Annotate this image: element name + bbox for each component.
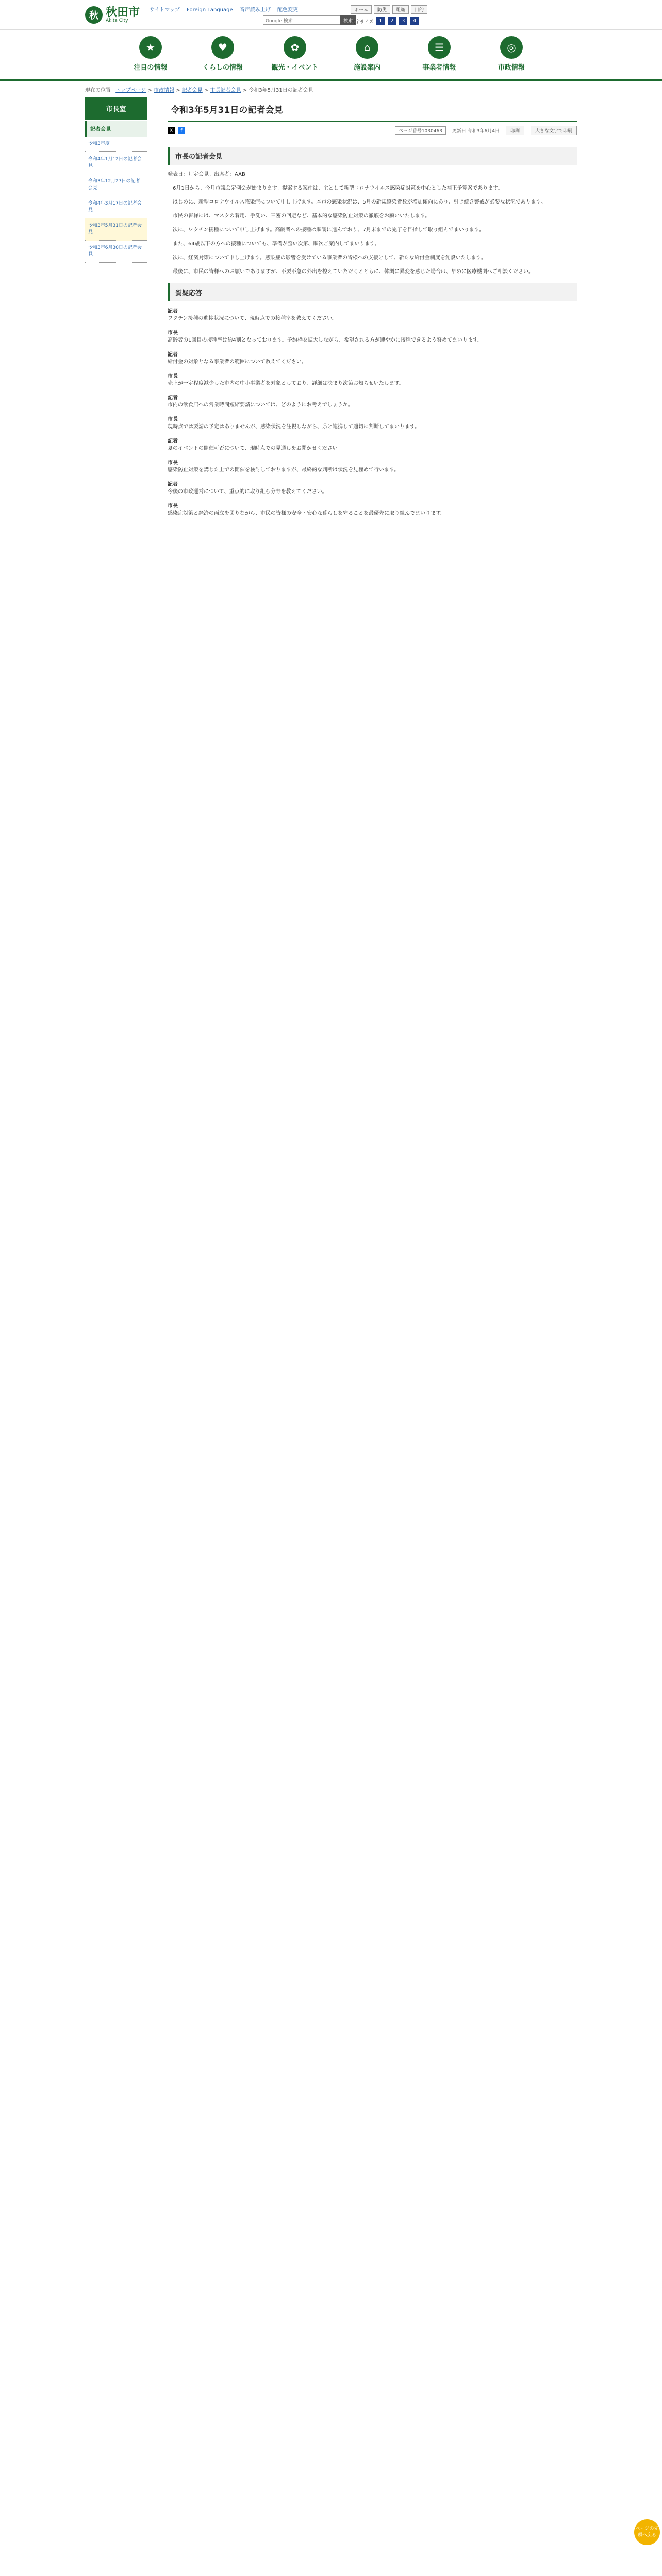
facebook-share-icon[interactable]: f [178, 127, 185, 134]
nav-label: 注目の情報 [134, 64, 168, 72]
nav-label: 市政情報 [498, 64, 525, 72]
qa-text: 市内の飲食店への営業時間短縮要請については、どのようにお考えでしょうか。 [168, 402, 353, 408]
qa-speaker: 市長 [168, 503, 178, 509]
sidebar [85, 97, 147, 520]
qa-speaker: 市長 [168, 374, 178, 379]
qa-speaker: 市長 [168, 460, 178, 466]
sidebar-heading[interactable]: 市長室 [85, 97, 147, 120]
qa-speaker: 記者 [168, 309, 178, 314]
building-icon: ⌂ [356, 36, 378, 59]
sidebar-sub[interactable]: 記者会見 [85, 121, 147, 137]
main-content [168, 97, 577, 520]
breadcrumb-shisei[interactable]: 市政情報 [154, 88, 175, 93]
text-size-1-button[interactable]: 1 [376, 17, 385, 25]
text-size-2-button[interactable]: 2 [388, 17, 396, 25]
sidebar-item[interactable]: 令和4年1月12日の記者会見 [85, 152, 147, 174]
paragraph: 次に、ワクチン接種について申し上げます。高齢者への接種は順調に進んでおり、7月末までの完了を目指して取り組んでまいります。 [173, 227, 485, 233]
sidebar-item[interactable]: 令和3年6月30日の記者会見 [85, 241, 147, 263]
color-change-link[interactable]: 配色変更 [277, 7, 299, 13]
page-title: 令和3年5月31日の記者会見 [168, 97, 577, 122]
nav-item-business[interactable] [403, 36, 475, 79]
text-size-4-button[interactable]: 4 [410, 17, 419, 25]
nav-label: 事業者情報 [422, 64, 456, 72]
nav-item-tourism[interactable] [259, 36, 331, 79]
logo-jp: 秋田市 [106, 6, 140, 19]
qa-speaker: 市長 [168, 417, 178, 422]
paragraph: 次に、経済対策について申し上げます。感染症の影響を受けている事業者の皆様への支援として、新たな給付金制度を創設いたします。 [173, 255, 486, 261]
global-nav [0, 30, 662, 81]
x-share-icon[interactable]: X [168, 127, 175, 134]
breadcrumb-shicho[interactable]: 市長記者会見 [210, 88, 241, 93]
text-size-label: 文字サイズ [351, 19, 374, 25]
chip-bousai[interactable]: 防災 [374, 5, 390, 14]
paragraph: 6月1日から、今月市議会定例会が始まります。提案する案件は、主として新型コロナウイルス感染症対策を中心とした補正予算案であります。 [173, 185, 503, 191]
sidebar-item[interactable]: 令和3年12月27日の記者会見 [85, 174, 147, 196]
qa-text: 感染症対策と経済の両立を図りながら、市民の皆様の安全・安心な暮らしを守ることを最優先に取り組んでまいります。 [168, 511, 446, 516]
read-aloud-link[interactable]: 音声読み上げ [239, 7, 271, 13]
search-input[interactable]: Google 検索 [263, 15, 340, 25]
nav-label: くらしの情報 [202, 64, 243, 72]
qa-text: 現時点では要請の予定はありませんが、感染状況を注視しながら、県と連携して適切に判断してまいります。 [168, 424, 420, 430]
section-heading-qa: 質疑応答 [168, 283, 577, 301]
print-button[interactable]: 印刷 [506, 126, 524, 135]
qa-text: 夏のイベントの開催可否について、現時点での見通しをお聞かせください。 [168, 446, 343, 451]
foreign-language-link[interactable]: Foreign Language [187, 7, 233, 13]
nav-item-facilities[interactable] [331, 36, 403, 79]
nav-item-city-government[interactable] [475, 36, 548, 79]
paragraphs [168, 170, 577, 276]
qa-text: ワクチン接種の進捗状況について、現時点での接種率を教えてください。 [168, 316, 338, 321]
chip-mokuteki[interactable]: 目的 [411, 5, 427, 14]
search-box [263, 15, 356, 25]
nav-label: 観光・イベント [271, 64, 319, 72]
qa-speaker: 市長 [168, 330, 178, 336]
target-icon: ◎ [500, 36, 523, 59]
logo-en: Akita City [106, 18, 128, 23]
breadcrumb-label: 現在の位置 [85, 88, 111, 93]
site-logo[interactable] [85, 6, 140, 24]
chip-soshiki[interactable]: 組織 [392, 5, 409, 14]
page-top-button[interactable]: ページの先頭へ戻る [634, 2519, 660, 2545]
qa-speaker: 記者 [168, 482, 178, 487]
qa-text: 高齢者の1回目の接種率は約4割となっております。予約枠を拡大しながら、希望される方が速やかに接種できるよう努めてまいります。 [168, 337, 483, 343]
section-heading: 市長の記者会見 [168, 147, 577, 165]
paragraph: 発表日：月定会見。出席者：AAB [168, 172, 245, 177]
breadcrumb-current: 令和3年5月31日の記者会見 [249, 88, 313, 93]
breadcrumb: 現在の位置 トップページ > 市政情報 > 記者会見 > 市長記者会見 > 令和3年5月31日の記者会見 [85, 88, 313, 93]
breadcrumb-kisha[interactable]: 記者会見 [181, 88, 203, 93]
search-button[interactable]: 検索 [340, 15, 356, 25]
sidebar-item[interactable]: 令和4年3月17日の記者会見 [85, 196, 147, 218]
list-icon: ☰ [428, 36, 451, 59]
paragraph: また、64歳以下の方への接種についても、準備が整い次第、順次ご案内してまいります。 [173, 241, 380, 247]
page-id: ページ番号1030463 [395, 126, 446, 135]
heart-icon: ♥ [211, 36, 234, 59]
sidebar-item[interactable]: 令和3年度 [85, 137, 147, 152]
star-icon: ★ [139, 36, 162, 59]
page-meta [168, 122, 577, 140]
qa-text: 給付金の対象となる事業者の範囲について教えてください。 [168, 359, 307, 365]
nav-item-featured[interactable] [114, 36, 187, 79]
flower-icon: ✿ [284, 36, 306, 59]
sidebar-item-current[interactable]: 令和3年5月31日の記者会見 [85, 218, 147, 241]
print-large-button[interactable]: 大きな文字で印刷 [531, 126, 577, 135]
qa-text: 売上が一定程度減少した市内の中小事業者を対象としており、詳細は決まり次第お知らせいたします。 [168, 381, 404, 386]
breadcrumb-top[interactable]: トップページ [115, 88, 146, 93]
qa-text: 今後の市政運営について、重点的に取り組む分野を教えてください。 [168, 489, 327, 495]
qa-list [168, 307, 577, 518]
nav-label: 施設案内 [353, 64, 380, 72]
qa-speaker: 記者 [168, 395, 178, 401]
paragraph: はじめに、新型コロナウイルス感染症について申し上げます。本市の感染状況は、5月の新規感染者数が増加傾向にあり、引き続き警戒が必要な状況であります。 [173, 199, 546, 205]
header-links [150, 5, 303, 13]
paragraph: 最後に、市民の皆様へのお願いでありますが、不要不急の外出を控えていただくとともに、体調に異変を感じた場合は、早めに医療機関へご相談ください。 [173, 269, 534, 275]
qa-text: 感染防止対策を講じた上での開催を検討しておりますが、最終的な判断は状況を見極めて行います。 [168, 467, 400, 473]
qa-speaker: 記者 [168, 438, 178, 444]
nav-item-living[interactable] [187, 36, 259, 79]
text-size-3-button[interactable]: 3 [399, 17, 407, 25]
social-buttons [168, 127, 185, 134]
logo-mark-icon: 秋 [85, 6, 103, 24]
paragraph: 市民の皆様には、マスクの着用、手洗い、三密の回避など、基本的な感染防止対策の徹底をお願いいたします。 [173, 213, 431, 219]
chip-home[interactable]: ホーム [351, 5, 372, 14]
sitemap-link[interactable]: サイトマップ [150, 7, 180, 13]
header-controls [351, 5, 427, 28]
qa-speaker: 記者 [168, 352, 178, 358]
updated-date: 更新日 令和3年6月4日 [452, 129, 500, 134]
header [0, 0, 662, 30]
